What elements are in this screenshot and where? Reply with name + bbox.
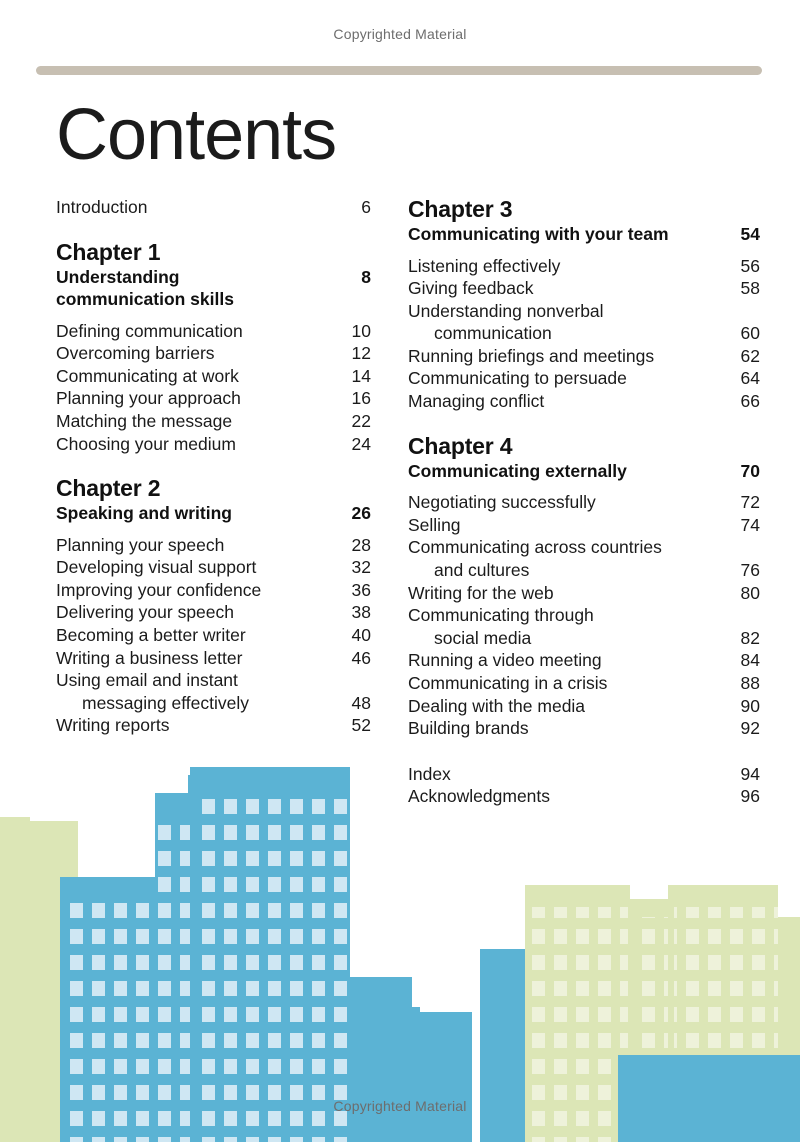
toc-entry[interactable]	[56, 342, 371, 365]
toc-entry-page: 92	[740, 718, 760, 739]
toc-entry-page: 62	[740, 345, 760, 366]
toc-entry-page: 72	[740, 492, 760, 513]
chapter-4-subtitle[interactable]	[408, 460, 760, 483]
toc-entry-label-line1: Using email and instant	[56, 670, 238, 691]
toc-entry-page: 58	[740, 278, 760, 299]
toc-entry-label-line1: Understanding nonverbal	[408, 300, 604, 321]
copyright-notice-top: Copyrighted Material	[333, 26, 467, 42]
toc-entry-label-line1: Communicating through	[408, 605, 594, 626]
toc-entry-introduction[interactable]	[56, 196, 371, 219]
chapter-2-heading: Chapter 2	[56, 475, 161, 502]
toc-entry-page: 60	[740, 323, 760, 344]
toc-entry-page: 10	[351, 320, 371, 341]
toc-entry-label: Writing a business letter	[56, 647, 243, 668]
toc-entry[interactable]	[408, 367, 760, 390]
toc-entry[interactable]	[408, 277, 760, 300]
toc-entry-label-line2: communication	[434, 323, 552, 344]
chapter-2-subtitle-text: Speaking and writing	[56, 503, 232, 524]
toc-entry[interactable]	[56, 556, 371, 579]
toc-chapter-3	[408, 196, 760, 413]
toc-entry-label: Planning your approach	[56, 388, 241, 409]
toc-entry[interactable]	[56, 534, 371, 557]
chapter-2-entries	[56, 534, 371, 737]
toc-left-column	[56, 196, 371, 737]
toc-right-column	[408, 196, 760, 808]
toc-entry-label: Dealing with the media	[408, 695, 586, 716]
toc-entry-label-line2: social media	[434, 627, 532, 648]
chapter-1-subtitle-text	[56, 266, 343, 311]
toc-chapter-4	[408, 433, 760, 740]
toc-entry-label: Negotiating successfully	[408, 492, 596, 513]
toc-entry-label	[408, 604, 732, 649]
toc-entry-label: Becoming a better writer	[56, 625, 246, 646]
chapter-4-subtitle-text: Communicating externally	[408, 460, 627, 481]
toc-entry-label: Developing visual support	[56, 557, 257, 578]
toc-entry-label: Running a video meeting	[408, 650, 602, 671]
toc-entry-page: 80	[740, 582, 760, 603]
toc-entry-label: Writing reports	[56, 715, 170, 736]
chapter-1-subtitle[interactable]	[56, 266, 371, 311]
chapter-3-subtitle-text: Communicating with your team	[408, 224, 669, 244]
toc-entry-page: 88	[740, 672, 760, 693]
toc-entry[interactable]	[56, 714, 371, 737]
chapter-3-entries	[408, 255, 760, 413]
toc-entry[interactable]	[56, 579, 371, 602]
toc-entry-label: Communicating to persuade	[408, 368, 627, 389]
toc-entry-label: Improving your confidence	[56, 579, 262, 600]
toc-entry-page: 24	[351, 433, 371, 454]
toc-entry-page: 76	[740, 559, 760, 580]
chapter-3-page: 54	[740, 224, 760, 244]
toc-entry[interactable]	[56, 433, 371, 456]
chapter-1-heading: Chapter 1	[56, 238, 161, 265]
toc-entry-page: 94	[740, 763, 760, 784]
toc-entry-label-line2: messaging effectively	[82, 692, 249, 713]
toc-entry-page: 82	[740, 627, 760, 648]
toc-entry[interactable]	[408, 717, 760, 740]
toc-entry-label	[408, 536, 732, 581]
spacer	[408, 740, 760, 754]
skyline-illustration	[0, 767, 800, 1142]
toc-entry-page: 40	[351, 625, 371, 646]
toc-entry[interactable]	[56, 669, 371, 714]
toc-entry-page: 64	[740, 368, 760, 389]
toc-entry-page: 32	[351, 557, 371, 578]
toc-entry-page: 28	[351, 534, 371, 555]
toc-entry-label: Introduction	[56, 197, 148, 217]
chapter-2-subtitle[interactable]	[56, 502, 371, 525]
toc-entry[interactable]	[408, 514, 760, 537]
chapter-1-entries	[56, 320, 371, 456]
toc-entry-label: Acknowledgments	[408, 786, 551, 807]
chapter-4-entries	[408, 491, 760, 740]
chapter-4-heading: Chapter 4	[408, 432, 513, 459]
toc-entry-page: 84	[740, 650, 760, 671]
chapter-1-page: 8	[361, 266, 371, 287]
toc-entry-page: 96	[740, 786, 760, 807]
toc-entry[interactable]	[408, 582, 760, 605]
toc-entry-page: 38	[351, 602, 371, 623]
chapter-4-page: 70	[740, 460, 760, 481]
toc-entry-label: Giving feedback	[408, 278, 534, 299]
toc-entry[interactable]	[408, 491, 760, 514]
toc-entry-page: 22	[351, 410, 371, 431]
toc-entry-page: 36	[351, 579, 371, 600]
copyright-notice-bottom: Copyrighted Material	[333, 1098, 467, 1114]
toc-entry[interactable]	[408, 604, 760, 649]
toc-entry-label: Index	[408, 763, 451, 784]
toc-entry[interactable]	[408, 695, 760, 718]
chapter-1-subtitle-line2: communication skills	[56, 289, 234, 310]
toc-entry-label: Listening effectively	[408, 255, 561, 276]
toc-entry[interactable]	[408, 536, 760, 581]
toc-entry-label: Selling	[408, 514, 461, 535]
toc-entry-page: 46	[351, 647, 371, 668]
chapter-2-page: 26	[351, 503, 371, 524]
toc-entry-page: 56	[740, 255, 760, 276]
toc-entry-page: 6	[361, 197, 371, 217]
toc-entry-label: Building brands	[408, 718, 529, 739]
toc-entry-label	[408, 300, 732, 345]
toc-entry-label: Writing for the web	[408, 582, 554, 603]
toc-chapter-1	[56, 239, 371, 456]
chapter-3-subtitle[interactable]	[408, 223, 760, 246]
toc-entry[interactable]	[408, 390, 760, 413]
toc-entry[interactable]	[56, 410, 371, 433]
toc-entry-page: 48	[351, 692, 371, 713]
toc-entry-label: Running briefings and meetings	[408, 345, 655, 366]
toc-entry-page: 14	[351, 365, 371, 386]
page-title: Contents	[56, 95, 337, 175]
toc-entry-label: Managing conflict	[408, 391, 545, 412]
toc-entry[interactable]	[56, 624, 371, 647]
toc-chapter-2	[56, 475, 371, 737]
toc-entry-label-line2: and cultures	[434, 559, 530, 580]
toc-entry[interactable]	[408, 649, 760, 672]
toc-entry-label: Communicating in a crisis	[408, 672, 608, 693]
toc-entry-label: Choosing your medium	[56, 433, 236, 454]
toc-entry[interactable]	[56, 647, 371, 670]
toc-entry-label-line1: Communicating across countries	[408, 537, 662, 558]
toc-entry[interactable]	[408, 345, 760, 368]
toc-entry-label: Planning your speech	[56, 534, 225, 555]
toc-entry[interactable]	[56, 601, 371, 624]
toc-entry[interactable]	[408, 255, 760, 278]
toc-entry[interactable]	[56, 387, 371, 410]
toc-entry-page: 90	[740, 695, 760, 716]
toc-entry-page: 74	[740, 514, 760, 535]
header-rule	[36, 66, 762, 75]
toc-entry[interactable]	[408, 672, 760, 695]
toc-entry-label: Defining communication	[56, 320, 243, 341]
toc-entry-label: Matching the message	[56, 410, 233, 431]
chapter-3-heading: Chapter 3	[408, 196, 513, 222]
toc-entry-label: Overcoming barriers	[56, 343, 215, 364]
chapter-1-subtitle-line1: Understanding	[56, 266, 180, 287]
toc-entry-page: 66	[740, 391, 760, 412]
toc-entry-label: Communicating at work	[56, 365, 239, 386]
toc-entry-label: Delivering your speech	[56, 602, 235, 623]
toc-entry[interactable]	[56, 320, 371, 343]
toc-entry-page: 16	[351, 388, 371, 409]
toc-entry-page: 52	[351, 715, 371, 736]
toc-entry[interactable]	[408, 300, 760, 345]
toc-entry-label	[56, 669, 343, 714]
toc-entry-page: 12	[351, 343, 371, 364]
toc-entry[interactable]	[56, 365, 371, 388]
